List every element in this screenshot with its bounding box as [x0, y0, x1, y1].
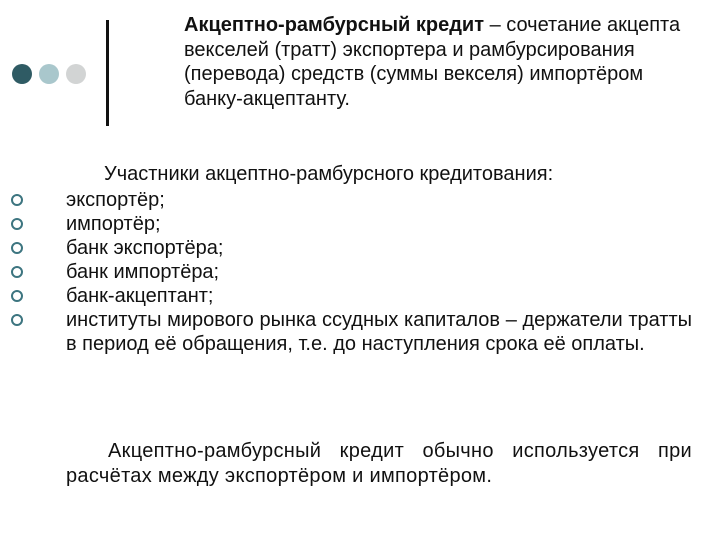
- definition-text: – сочетание акцепта векселей (тратт) экспортера и рамбурсирования (перевода) средств (суммы векселя) импортёром банку-акцептанту.: [184, 14, 681, 110]
- list-item-text: институты мирового рынка ссудных капиталов – держатели тратты в период её обращения, т.е. до наступления срока её оплаты.: [66, 309, 692, 355]
- bullet-icon: [11, 194, 23, 206]
- list-item-text: импортёр;: [66, 213, 161, 235]
- dot-dark-icon: [12, 64, 32, 84]
- note-paragraph: Акцептно-рамбурсный кредит обычно используется при расчётах между экспортёром и импортёром.: [66, 440, 692, 487]
- list-item-text: экспортёр;: [66, 189, 165, 211]
- list-item: [0, 260, 692, 284]
- definition-term: Акцептно-рамбурсный кредит: [184, 14, 485, 36]
- participants-intro: Участники акцептно-рамбурсного кредитования:: [104, 163, 554, 185]
- list-item: [0, 308, 692, 356]
- bullet-icon: [11, 242, 23, 254]
- list-item-text: банк-акцептант;: [66, 285, 214, 307]
- vertical-divider: [106, 20, 109, 126]
- dot-light-icon: [66, 64, 86, 84]
- list-item-text: банк экспортёра;: [66, 237, 224, 259]
- bullet-icon: [11, 266, 23, 278]
- list-item: [0, 188, 692, 212]
- participants-list: [0, 188, 720, 356]
- bullet-icon: [11, 218, 23, 230]
- bullet-icon: [11, 290, 23, 302]
- list-item: [0, 212, 692, 236]
- list-item-text: банк импортёра;: [66, 261, 220, 283]
- decorative-dots: [12, 64, 86, 84]
- dot-mid-icon: [39, 64, 59, 84]
- list-item: [0, 236, 692, 260]
- list-item: [0, 284, 692, 308]
- definition-paragraph: [184, 13, 704, 111]
- bullet-icon: [11, 314, 23, 326]
